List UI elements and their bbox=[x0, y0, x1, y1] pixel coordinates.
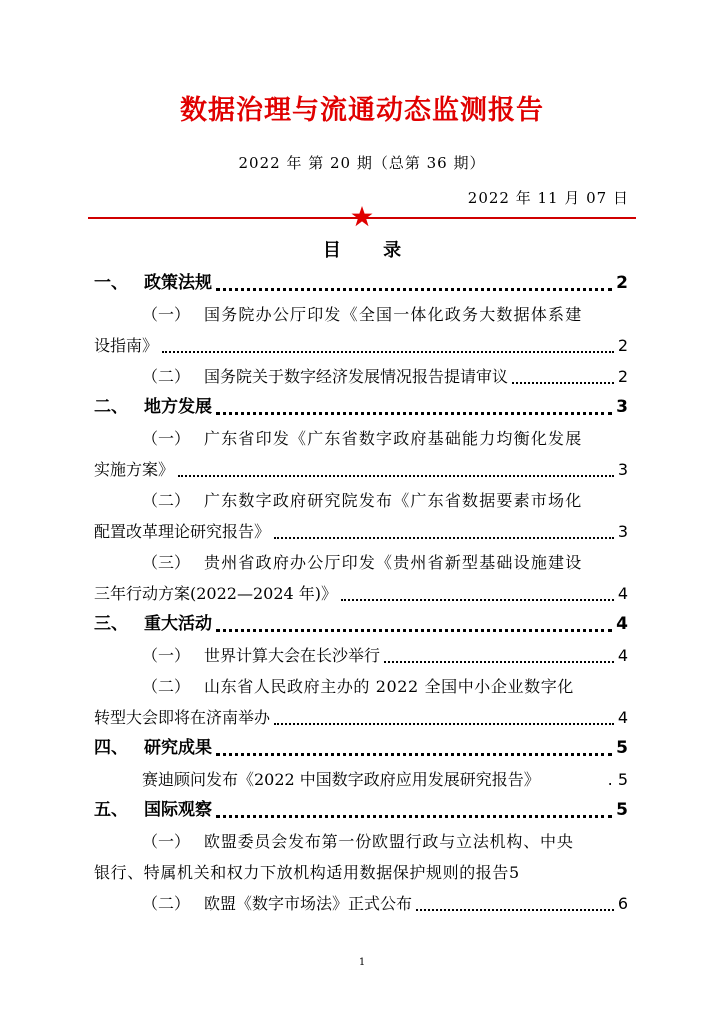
item-label: 世界计算大会在长沙举行 bbox=[204, 646, 381, 665]
item-number: （二） bbox=[142, 367, 191, 386]
item-label-cont: 设指南》 bbox=[94, 336, 159, 355]
dot-leader bbox=[512, 382, 614, 384]
toc-section-5[interactable] bbox=[94, 795, 628, 826]
dot-leader bbox=[216, 412, 612, 415]
section-number: 五、 bbox=[94, 800, 128, 820]
section-page: 2 bbox=[616, 273, 628, 293]
section-number: 四、 bbox=[94, 738, 128, 758]
toc-item-2-2-cont[interactable] bbox=[94, 516, 628, 547]
toc-item-2-1[interactable] bbox=[94, 423, 628, 454]
toc-item-2-1-cont[interactable] bbox=[94, 454, 628, 485]
section-number: 二、 bbox=[94, 397, 128, 417]
toc-section-1[interactable] bbox=[94, 268, 628, 299]
toc-item-1-2[interactable] bbox=[94, 361, 628, 392]
item-label: 赛迪顾问发布《2022 中国数字政府应用发展研究报告》 bbox=[142, 770, 540, 789]
dot-leader bbox=[274, 537, 614, 539]
item-number: （三） bbox=[142, 553, 191, 572]
item-page: 3 bbox=[617, 460, 628, 479]
toc-item-5-1-cont[interactable] bbox=[94, 857, 628, 888]
item-page: 2 bbox=[617, 367, 628, 386]
section-page: 5 bbox=[616, 800, 628, 820]
item-label: 山东省人民政府主办的 2022 全国中小企业数字化 bbox=[204, 677, 574, 696]
item-page: 6 bbox=[617, 894, 628, 913]
item-label: 国务院关于数字经济发展情况报告提请审议 bbox=[204, 367, 509, 386]
item-label-cont: 转型大会即将在济南举办 bbox=[94, 708, 271, 727]
item-number: （一） bbox=[142, 429, 191, 448]
dot-leader bbox=[216, 815, 612, 818]
issue-date: 2022 年 11 月 07 日 bbox=[467, 189, 629, 207]
item-number: （一） bbox=[142, 832, 191, 851]
section-label: 国际观察 bbox=[144, 800, 212, 820]
section-page: 5 bbox=[616, 738, 628, 758]
item-label-cont: 银行、特属机关和权力下放机构适用数据保护规则的报告5 bbox=[94, 863, 520, 882]
item-number: （一） bbox=[142, 646, 191, 665]
report-title: 数据治理与流通动态监测报告 bbox=[180, 95, 544, 126]
item-page: 3 bbox=[617, 522, 628, 541]
section-label: 地方发展 bbox=[144, 397, 212, 417]
dot-leader bbox=[416, 909, 614, 911]
issue-number: 2022 年 第 20 期（总第 36 期） bbox=[238, 154, 486, 172]
item-label: 贵州省政府办公厅印发《贵州省新型基础设施建设 bbox=[204, 553, 583, 572]
section-page: 3 bbox=[616, 397, 628, 417]
item-page: 2 bbox=[617, 336, 628, 355]
toc-section-3[interactable] bbox=[94, 609, 628, 640]
star-icon bbox=[351, 206, 373, 228]
page-number: 1 bbox=[358, 957, 366, 968]
section-label: 重大活动 bbox=[144, 614, 212, 634]
dot-leader bbox=[216, 288, 612, 291]
toc-item-2-3-cont[interactable] bbox=[94, 578, 628, 609]
dot-leader bbox=[341, 599, 614, 601]
toc-item-2-2[interactable] bbox=[94, 485, 628, 516]
item-label: 欧盟委员会发布第一份欧盟行政与立法机构、中央 bbox=[204, 832, 574, 851]
dot-leader bbox=[384, 661, 614, 663]
item-page: 4 bbox=[617, 708, 628, 727]
dot-leader bbox=[162, 351, 614, 353]
item-label: 国务院办公厅印发《全国一体化政务大数据体系建 bbox=[204, 305, 583, 324]
toc-item-4-1[interactable] bbox=[94, 764, 628, 795]
item-label: 广东省印发《广东省数字政府基础能力均衡化发展 bbox=[204, 429, 583, 448]
item-page: . 5 bbox=[607, 770, 628, 789]
toc-item-5-1[interactable] bbox=[94, 826, 628, 857]
section-number: 三、 bbox=[94, 614, 128, 634]
section-number: 一、 bbox=[94, 273, 128, 293]
item-number: （二） bbox=[142, 491, 191, 510]
toc-item-3-1[interactable] bbox=[94, 640, 628, 671]
item-label: 欧盟《数字市场法》正式公布 bbox=[204, 894, 413, 913]
dot-leader bbox=[216, 753, 612, 756]
toc-item-2-3[interactable] bbox=[94, 547, 628, 578]
toc-item-3-2-cont[interactable] bbox=[94, 702, 628, 733]
item-label: 广东数字政府研究院发布《广东省数据要素市场化 bbox=[204, 491, 583, 510]
item-page: 4 bbox=[617, 646, 628, 665]
toc-section-4[interactable] bbox=[94, 733, 628, 764]
item-label-cont: 三年行动方案(2022—2024 年)》 bbox=[94, 584, 338, 603]
dot-leader bbox=[178, 475, 614, 477]
toc-section-2[interactable] bbox=[94, 392, 628, 423]
section-page: 4 bbox=[616, 614, 628, 634]
section-label: 研究成果 bbox=[144, 738, 212, 758]
item-label-cont: 配置改革理论研究报告》 bbox=[94, 522, 271, 541]
toc-item-1-1-cont[interactable] bbox=[94, 330, 628, 361]
item-number: （二） bbox=[142, 677, 191, 696]
item-label-cont: 实施方案》 bbox=[94, 460, 175, 479]
item-number: （二） bbox=[142, 894, 191, 913]
dot-leader bbox=[216, 629, 612, 632]
item-page: 4 bbox=[617, 584, 628, 603]
toc-item-1-1[interactable] bbox=[94, 299, 628, 330]
toc-item-3-2[interactable] bbox=[94, 671, 628, 702]
toc-heading: 目 录 bbox=[322, 240, 420, 261]
table-of-contents bbox=[94, 268, 628, 919]
item-number: （一） bbox=[142, 305, 191, 324]
toc-item-5-2[interactable] bbox=[94, 888, 628, 919]
dot-leader bbox=[274, 723, 614, 725]
section-label: 政策法规 bbox=[144, 273, 212, 293]
